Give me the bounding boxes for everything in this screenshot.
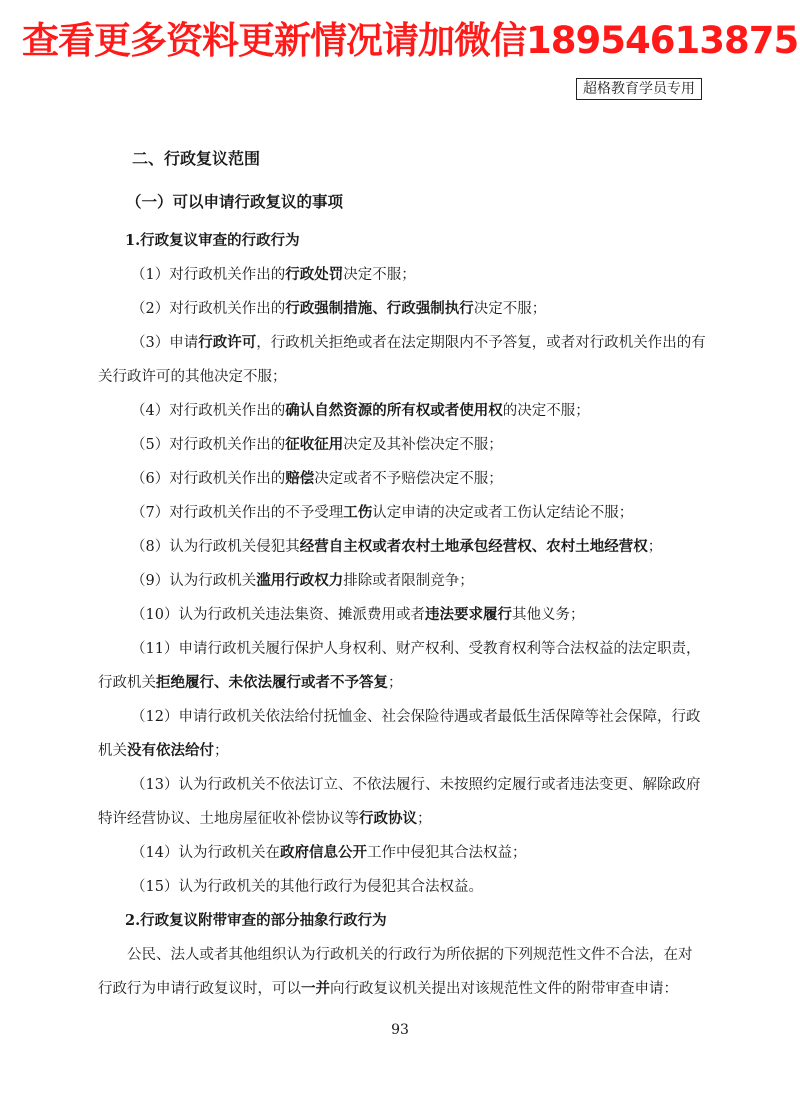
paragraph-line xyxy=(98,978,702,1012)
watermark-banner: 查看更多资料更新情况请加微信18954613875 xyxy=(22,19,799,62)
item-text: （13）认为行政机关不依法订立、不依法履行、未按照约定履行或者违法变更、解除政府 xyxy=(131,777,701,793)
item-text: （4）对行政机关作出的 xyxy=(131,403,286,419)
item-bold: 滥用行政权力 xyxy=(256,572,344,589)
item-text: （7）对行政机关作出的不予受理 xyxy=(131,505,344,521)
item-bold: 没有依法给付 xyxy=(127,742,214,759)
item-text-tail: ，行政机关拒绝或者在法定期限内不予答复，或者对行政机关作出的有 xyxy=(256,335,706,351)
heading-reviewed-acts: 1.行政复议审查的行政行为 xyxy=(125,232,300,249)
item-text: 行政机关 xyxy=(98,675,156,691)
para-text: 行政行为申请行政复议时，可以 xyxy=(98,981,301,997)
item-text-tail: 认定申请的决定或者工伤认定结论不服； xyxy=(372,505,634,521)
item-bold: 行政处罚 xyxy=(285,266,344,283)
list-item xyxy=(98,434,702,468)
item-bold: 工伤 xyxy=(343,504,373,521)
item-text: 特许经营协议、土地房屋征收补偿协议等 xyxy=(98,811,359,827)
list-item xyxy=(98,536,702,570)
list-item xyxy=(98,774,702,808)
item-text-tail: ； xyxy=(214,743,229,759)
item-bold: 拒绝履行、未依法履行或者不予答复 xyxy=(156,674,388,691)
list-item xyxy=(98,638,702,672)
item-bold: 征收征用 xyxy=(285,436,344,453)
item-text-tail: ； xyxy=(388,675,403,691)
list-item-continuation: 关行政许可的其他决定不服； xyxy=(98,369,287,385)
item-text: （9）认为行政机关 xyxy=(131,573,257,589)
list-item xyxy=(98,264,702,298)
item-text-tail: ； xyxy=(647,539,663,555)
list-item xyxy=(98,298,702,332)
list-item-continuation xyxy=(98,672,702,706)
item-text-tail: 决定不服； xyxy=(343,267,416,283)
para-bold: 一并 xyxy=(301,980,330,997)
page-content xyxy=(98,146,706,1012)
item-text-tail: 的决定不服； xyxy=(502,403,590,419)
item-bold: 行政协议 xyxy=(359,810,417,827)
item-text-tail: 决定不服； xyxy=(473,301,547,317)
paragraph-line: 公民、法人或者其他组织认为行政机关的行政行为所依据的下列规范性文件不合法，在对 xyxy=(127,947,693,963)
list-item xyxy=(98,570,702,604)
item-bold: 行政强制措施、行政强制执行 xyxy=(285,300,474,317)
item-text-tail: ； xyxy=(417,811,432,827)
list-item-continuation xyxy=(98,808,702,842)
subsection-title: （一）可以申请行政复议的事项 xyxy=(126,192,344,211)
item-text-tail: 其他义务； xyxy=(511,607,585,623)
item-text: （5）对行政机关作出的 xyxy=(131,437,286,453)
list-item xyxy=(98,876,702,910)
item-text-tail: 决定或者不予赔偿决定不服； xyxy=(314,471,503,487)
item-bold: 行政许可 xyxy=(198,334,257,351)
item-text: （12）申请行政机关依法给付抚恤金、社会保险待遇或者最低生活保障等社会保障，行政 xyxy=(131,709,701,725)
para-text-tail: 向行政复议机关提出对该规范性文件的附带审查申请： xyxy=(330,981,678,997)
list-item xyxy=(98,502,702,536)
item-text: （3）申请 xyxy=(131,335,199,351)
item-text: （8）认为行政机关侵犯其 xyxy=(131,539,300,555)
item-text: （6）对行政机关作出的 xyxy=(131,471,286,487)
item-text: （1）对行政机关作出的 xyxy=(131,267,286,283)
list-item-continuation xyxy=(98,740,702,774)
item-bold: 赔偿 xyxy=(285,470,315,487)
item-text: （14）认为行政机关在 xyxy=(131,845,280,861)
item-bold: 政府信息公开 xyxy=(279,844,367,861)
item-text: 机关 xyxy=(98,743,127,759)
item-bold: 确认自然资源的所有权或者使用权 xyxy=(285,402,503,419)
list-item xyxy=(98,468,702,502)
list-item xyxy=(98,604,702,638)
item-text: （11）申请行政机关履行保护人身权利、财产权利、受教育权利等合法权益的法定职责， xyxy=(131,641,701,657)
list-item xyxy=(98,332,706,366)
list-item xyxy=(98,400,702,434)
item-bold: 违法要求履行 xyxy=(424,606,512,623)
item-text: （15）认为行政机关的其他行政行为侵犯其合法权益。 xyxy=(131,879,483,895)
item-text: （10）认为行政机关违法集资、摊派费用或者 xyxy=(131,607,425,623)
page-number: 93 xyxy=(391,1022,409,1038)
item-bold: 经营自主权或者农村土地承包经营权、农村土地经营权 xyxy=(299,538,648,555)
item-text: （2）对行政机关作出的 xyxy=(131,301,286,317)
item-text-tail: 工作中侵犯其合法权益； xyxy=(366,845,527,861)
list-item xyxy=(98,706,702,740)
item-text-tail: 排除或者限制竞争； xyxy=(343,573,474,589)
stamp-label: 超格教育学员专用 xyxy=(576,78,702,100)
section-title: 二、行政复议范围 xyxy=(132,149,261,168)
item-text-tail: 决定及其补偿决定不服； xyxy=(343,437,503,453)
list-item xyxy=(98,842,702,876)
heading-incidental-review: 2.行政复议附带审查的部分抽象行政行为 xyxy=(125,912,387,929)
